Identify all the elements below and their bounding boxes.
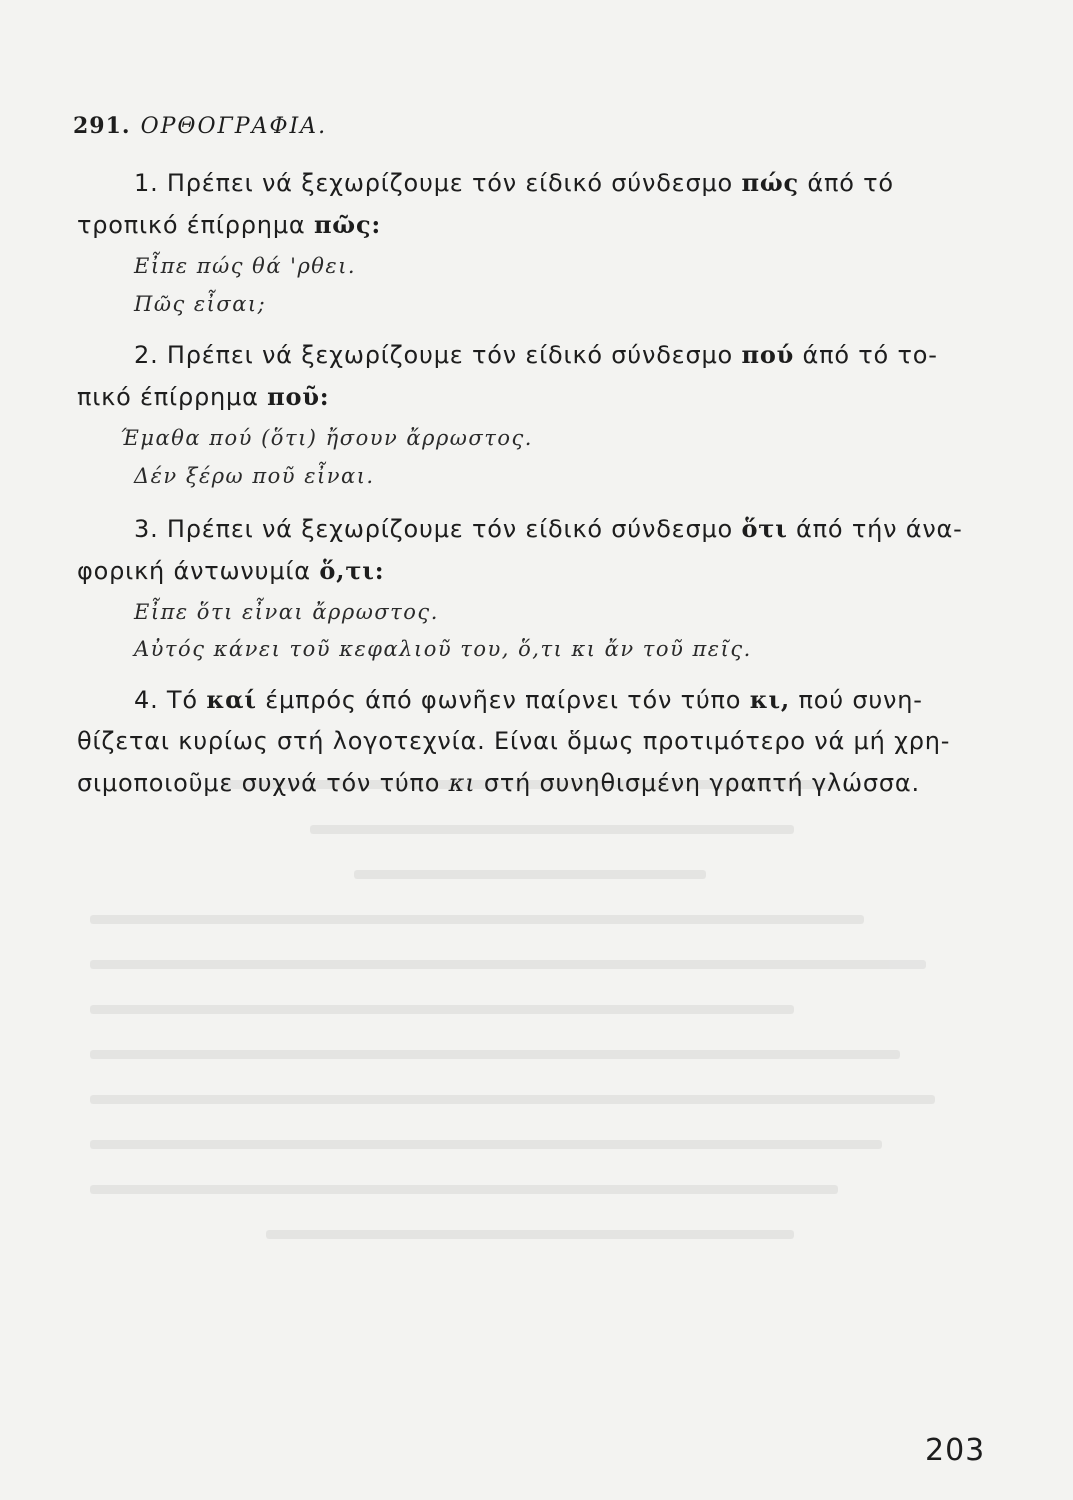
rule-3-example-2: Αὐτός κάνει τοῦ κεφαλιοῦ του, ὅ,τι κι ἄν τοῦ πεῖς. xyxy=(134,637,752,661)
rule-1-text-2: τροπικό έπίρρημα xyxy=(77,211,314,239)
rule-3-line-1 xyxy=(134,514,963,543)
rule-4-text-mid: έμπρός άπό φωνῆεν παίρνει τόν τύπο xyxy=(256,686,750,714)
rule-1-line-2 xyxy=(77,210,381,239)
rule-4-line-2: θίζεται κυρίως στή λογοτεχνία. Είναι ὅμως προτιμότερο νά μή χρη- xyxy=(77,727,951,755)
rule-3-text: 3. Πρέπει νά ξεχωρίζουμε τόν είδικό σύνδεσμο xyxy=(134,515,742,543)
rule-2-keyword-2: ποῦ: xyxy=(267,382,330,411)
rule-4-text-3: σιμοποιοῦμε συχνά τόν τύπο xyxy=(77,769,449,797)
rule-2-text-2: πικό έπίρρημα xyxy=(77,383,268,411)
rule-2-text: 2. Πρέπει νά ξεχωρίζουμε τόν είδικό σύνδεσμο xyxy=(134,341,742,369)
rule-4-line-1 xyxy=(134,685,923,714)
rule-2-example-1: Έμαθα πού (ὅτι) ἤσουν ἄρρωστος. xyxy=(120,426,533,450)
rule-3-keyword: ὅτι xyxy=(741,514,788,543)
rule-4-italic-ki: κι xyxy=(448,769,476,797)
rule-4-text-start: 4. Τό xyxy=(134,686,207,714)
rule-2-keyword: πού xyxy=(741,340,795,369)
rule-4-text-end: πού συνη- xyxy=(790,686,923,714)
rule-3-keyword-2: ὅ,τι: xyxy=(319,556,385,585)
rule-1-keyword-2: πῶς: xyxy=(313,210,382,239)
section-title: ΟΡΘΟΓΡΑΦΙΑ. xyxy=(140,114,328,139)
rule-4-keyword-kai: καί xyxy=(206,685,257,714)
rule-3-example-1: Εἶπε ὅτι εἶναι ἄρρωστος. xyxy=(134,600,439,624)
bleed-through-texture xyxy=(90,780,970,1460)
rule-3-text-end: άπό τήν άνα- xyxy=(787,515,963,543)
rule-1-text: 1. Πρέπει νά ξεχωρίζουμε τόν είδικό σύνδεσμο xyxy=(134,169,742,197)
rule-2-line-2 xyxy=(77,382,329,411)
section-number: 291. xyxy=(73,113,131,139)
rule-2-example-2: Δέν ξέρω ποῦ εἶναι. xyxy=(134,464,375,488)
rule-3-text-2: φορική άντωνυμία xyxy=(77,557,320,585)
rule-1-text-end: άπό τό xyxy=(798,169,894,197)
rule-4-text-3-end: στή συνηθισμένη γραπτή γλώσσα. xyxy=(475,769,920,797)
rule-1-example-2: Πῶς εἶσαι; xyxy=(134,292,267,316)
rule-4-line-3 xyxy=(77,769,920,797)
page-number: 203 xyxy=(925,1433,986,1468)
rule-2-text-end: άπό τό το- xyxy=(794,341,938,369)
rule-1-keyword: πώς xyxy=(741,168,799,197)
rule-1-example-1: Εἶπε πώς θά 'ρθει. xyxy=(134,254,357,278)
rule-1-line-1 xyxy=(134,168,894,197)
rule-4-keyword-ki: κι, xyxy=(749,685,791,714)
rule-3-line-2 xyxy=(77,556,384,585)
rule-2-line-1 xyxy=(134,340,938,369)
section-heading xyxy=(73,113,327,139)
